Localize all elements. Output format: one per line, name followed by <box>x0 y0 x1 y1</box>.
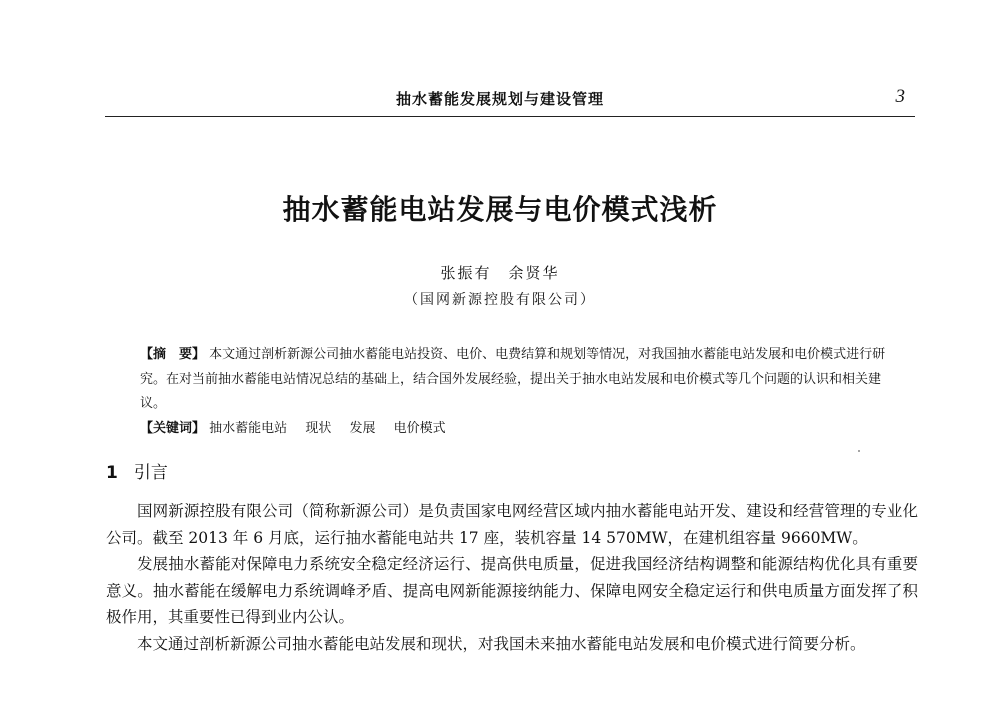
keywords <box>140 417 900 442</box>
abstract-text: 本文通过剖析新源公司抽水蓄能电站投资、电价、电费结算和规划等情况，对我国抽水蓄能电站发展和电价模式进行研究。在对当前抽水蓄能电站情况总结的基础上，结合国外发展经验，提出关于抽水电站发展和电价模式等几个问题的认识和相关建议。 <box>140 347 886 411</box>
abstract <box>140 343 900 417</box>
scan-speck <box>858 450 860 452</box>
header-rule <box>105 116 915 117</box>
authors: 张振有 余贤华 <box>440 264 560 282</box>
paragraph: 发展抽水蓄能对保障电力系统安全稳定经济运行、提高供电质量，促进我国经济结构调整和能源结构优化具有重要意义。抽水蓄能在缓解电力系统调峰矛盾、提高电网新能源接纳能力、保障电网安全稳定运行和供电质量方面发挥了积极作用，其重要性已得到业内公认。 <box>106 555 918 626</box>
keyword: 现状 <box>305 420 332 436</box>
page-number: 3 <box>895 86 905 107</box>
keyword: 抽水蓄能电站 <box>209 420 288 436</box>
running-header <box>0 88 1000 112</box>
paragraph: 国网新源控股有限公司（简称新源公司）是负责国家电网经营区域内抽水蓄能电站开发、建设和经营管理的专业化公司。截至 2013 年 6 月底，运行抽水蓄能电站共 17 座，装机容量 14 570MW，在建机组容量 9660MW。 <box>106 502 918 547</box>
paper-title: 抽水蓄能电站发展与电价模式浅析 <box>282 193 718 226</box>
keyword: 电价模式 <box>393 420 446 436</box>
body-text <box>106 498 918 657</box>
affiliation: （国网新源控股有限公司） <box>404 292 596 308</box>
section-heading <box>106 458 168 483</box>
paragraph: 本文通过剖析新源公司抽水蓄能电站发展和现状，对我国未来抽水蓄能电站发展和电价模式进行简要分析。 <box>137 634 866 653</box>
keyword: 发展 <box>349 420 376 436</box>
section-number: 1 <box>106 463 118 483</box>
abstract-label: 【摘 要】 <box>140 347 206 362</box>
abstract-block <box>140 343 900 441</box>
section-title: 引言 <box>133 463 168 483</box>
keywords-label: 【关键词】 <box>140 420 206 436</box>
running-title: 抽水蓄能发展规划与建设管理 <box>395 90 604 108</box>
